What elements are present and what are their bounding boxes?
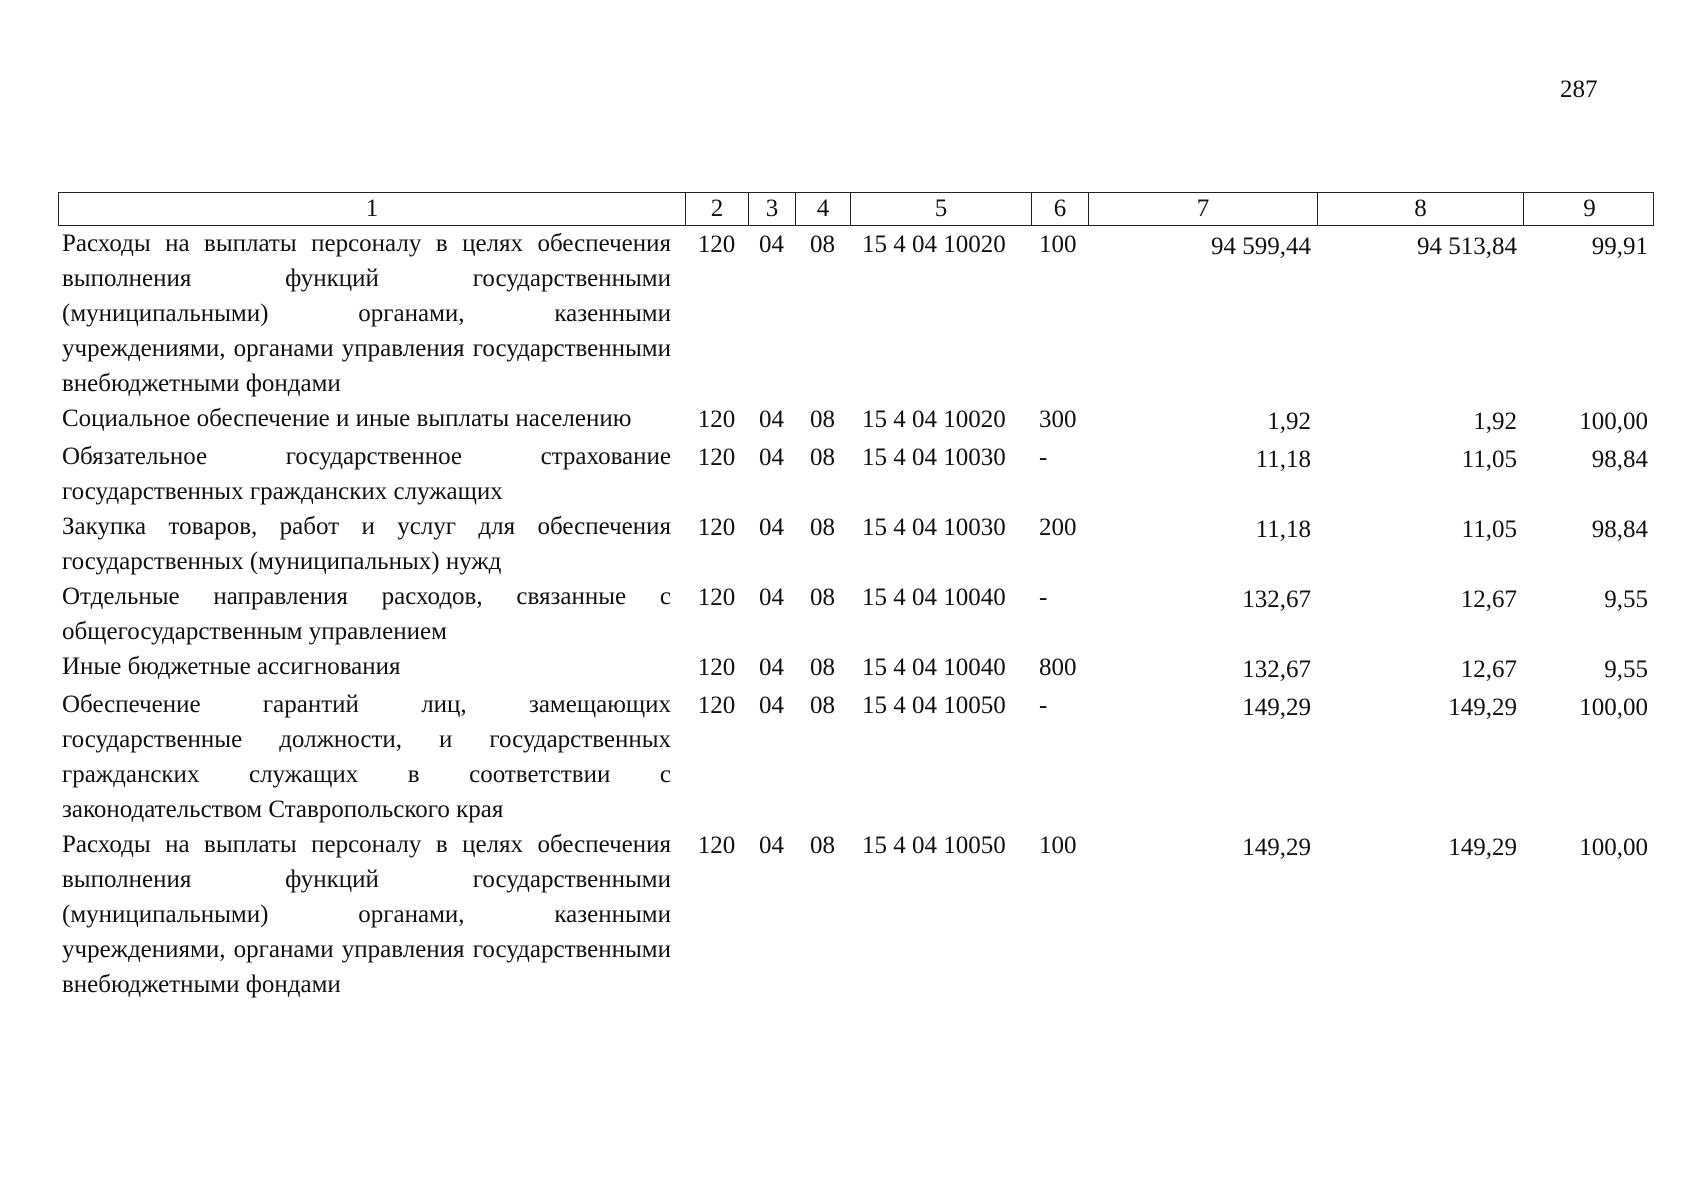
column-header-7: 7	[1089, 193, 1318, 225]
executed-amount-cell: 149,29	[1448, 834, 1517, 861]
executed-amount-cell: 12,67	[1460, 656, 1517, 683]
table-row	[58, 439, 1654, 509]
column-header-8: 8	[1318, 193, 1524, 225]
target-article-cell: 15 4 04 10030	[862, 514, 1006, 541]
expense-type-cell: 100	[1039, 832, 1077, 859]
section-code-cell: 04	[759, 692, 784, 719]
target-article-cell: 15 4 04 10040	[862, 654, 1006, 681]
planned-amount-cell: 132,67	[1242, 656, 1311, 683]
expense-name-cell: Социальное обеспечение и иные выплаты населению	[62, 405, 632, 432]
expense-name-cell: Расходы на выплаты персоналу в целях обеспечения выполнения функций государственными (муниципальными) органами, казенными учреждениями, органами управления государственными внебюджетными фондами	[62, 230, 671, 397]
planned-amount-cell: 149,29	[1242, 694, 1311, 721]
planned-amount-cell: 1,92	[1267, 408, 1311, 435]
expense-name-cell: Расходы на выплаты персоналу в целях обеспечения выполнения функций государственными (муниципальными) органами, казенными учреждениями, органами управления государственными внебюджетными фондами	[62, 831, 671, 998]
table-row	[58, 649, 1654, 687]
section-code-cell: 04	[759, 832, 784, 859]
section-code-cell: 04	[759, 654, 784, 681]
expense-name-cell: Отдельные направления расходов, связанные с общегосударственным управлением	[62, 583, 671, 645]
subsection-code-cell: 08	[810, 584, 835, 611]
section-code-cell: 04	[759, 514, 784, 541]
expense-type-cell: -	[1039, 444, 1048, 471]
subsection-code-cell: 08	[810, 692, 835, 719]
target-article-cell: 15 4 04 10050	[862, 692, 1006, 719]
table-row	[58, 401, 1654, 439]
expense-name-cell: Обязательное государственное страхование государственных гражданских служащих	[62, 443, 671, 505]
section-code-cell: 04	[759, 231, 784, 258]
executed-amount-cell: 11,05	[1461, 516, 1517, 543]
execution-percent-cell: 100,00	[1579, 408, 1648, 435]
execution-percent-cell: 99,91	[1591, 233, 1648, 260]
target-article-cell: 15 4 04 10050	[862, 832, 1006, 859]
column-header-2: 2	[686, 193, 749, 225]
column-header-9: 9	[1583, 195, 1596, 222]
section-code-cell: 04	[759, 444, 784, 471]
planned-amount-cell: 11,18	[1255, 446, 1311, 473]
target-article-cell: 15 4 04 10020	[862, 406, 1006, 433]
table-row	[58, 687, 1654, 827]
column-header-3: 3	[749, 193, 796, 225]
execution-percent-cell: 100,00	[1579, 694, 1648, 721]
target-article-cell: 15 4 04 10040	[862, 584, 1006, 611]
executed-amount-cell: 149,29	[1448, 694, 1517, 721]
subsection-code-cell: 08	[810, 832, 835, 859]
subsection-code-cell: 08	[810, 406, 835, 433]
expense-name-cell: Иные бюджетные ассигнования	[62, 653, 401, 680]
table-row	[58, 579, 1654, 649]
target-article-cell: 15 4 04 10030	[862, 444, 1006, 471]
column-header-6: 6	[1032, 193, 1089, 225]
ministry-code-cell: 120	[697, 514, 736, 541]
ministry-code-cell: 120	[697, 584, 736, 611]
expense-type-cell: 800	[1039, 654, 1077, 681]
table-row	[58, 226, 1654, 401]
subsection-code-cell: 08	[810, 231, 835, 258]
budget-table	[58, 192, 1654, 1002]
executed-amount-cell: 1,92	[1473, 408, 1517, 435]
execution-percent-cell: 100,00	[1579, 834, 1648, 861]
planned-amount-cell: 94 599,44	[1211, 233, 1311, 260]
subsection-code-cell: 08	[810, 654, 835, 681]
expense-type-cell: 300	[1039, 406, 1077, 433]
expense-type-cell: -	[1039, 584, 1048, 611]
ministry-code-cell: 120	[697, 406, 736, 433]
expense-type-cell: 200	[1039, 514, 1077, 541]
column-header-5: 5	[851, 193, 1032, 225]
column-header-1: 1	[59, 193, 686, 225]
ministry-code-cell: 120	[697, 654, 736, 681]
table-header-row	[58, 192, 1654, 226]
subsection-code-cell: 08	[810, 514, 835, 541]
table-row	[58, 827, 1654, 1002]
ministry-code-cell: 120	[697, 832, 736, 859]
page-number: 287	[1560, 76, 1598, 103]
executed-amount-cell: 11,05	[1461, 446, 1517, 473]
planned-amount-cell: 149,29	[1242, 834, 1311, 861]
expense-type-cell: 100	[1039, 231, 1077, 258]
execution-percent-cell: 9,55	[1604, 586, 1648, 613]
section-code-cell: 04	[759, 406, 784, 433]
execution-percent-cell: 98,84	[1591, 446, 1648, 473]
table-row	[58, 509, 1654, 579]
ministry-code-cell: 120	[697, 231, 736, 258]
ministry-code-cell: 120	[697, 692, 736, 719]
planned-amount-cell: 11,18	[1255, 516, 1311, 543]
expense-type-cell: -	[1039, 692, 1048, 719]
expense-name-cell: Обеспечение гарантий лиц, замещающих государственные должности, и государственных гражданских служащих в соответствии с законодательством Ставропольского края	[62, 691, 671, 823]
table-body	[58, 226, 1654, 1002]
expense-name-cell: Закупка товаров, работ и услуг для обеспечения государственных (муниципальных) нужд	[62, 513, 671, 575]
column-header-4: 4	[796, 193, 851, 225]
executed-amount-cell: 94 513,84	[1417, 233, 1517, 260]
executed-amount-cell: 12,67	[1460, 586, 1517, 613]
execution-percent-cell: 9,55	[1604, 656, 1648, 683]
subsection-code-cell: 08	[810, 444, 835, 471]
target-article-cell: 15 4 04 10020	[862, 231, 1006, 258]
planned-amount-cell: 132,67	[1242, 586, 1311, 613]
section-code-cell: 04	[759, 584, 784, 611]
execution-percent-cell: 98,84	[1591, 516, 1648, 543]
ministry-code-cell: 120	[697, 444, 736, 471]
